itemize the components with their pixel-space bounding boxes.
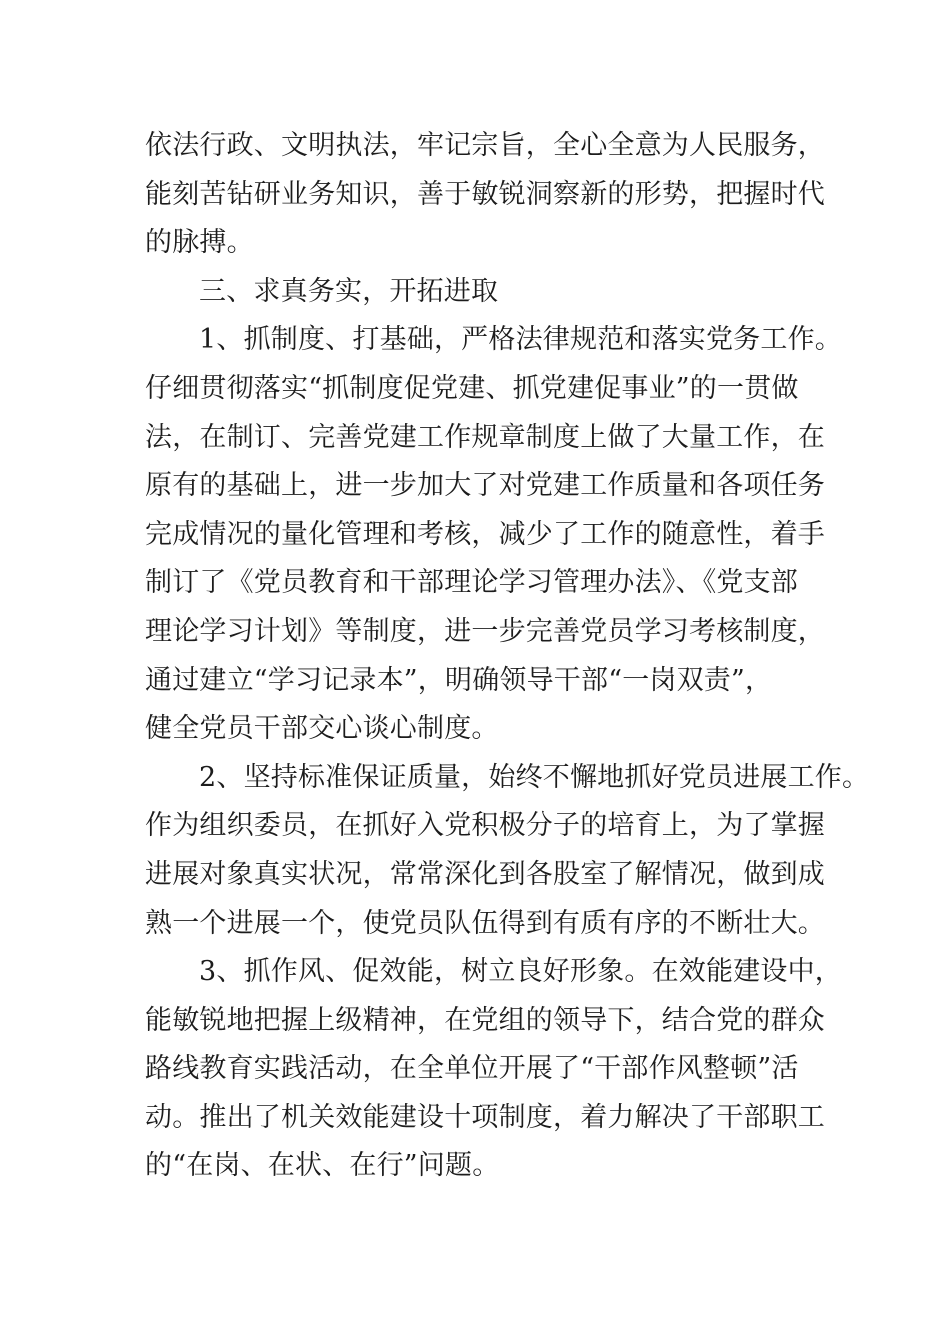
- text-line: 的脉搏。: [145, 227, 254, 259]
- text-line: 仔细贯彻落实“抓制度促党建、抓党建促事业”的一贯做: [145, 372, 799, 404]
- text-line: 理论学习计划》等制度，进一步完善党员学习考核制度，: [145, 615, 825, 647]
- text-line: 原有的基础上，进一步加大了对党建工作质量和各项任务: [145, 470, 825, 502]
- text-line: 的“在岗、在状、在行”问题。: [145, 1150, 500, 1182]
- text-line: 作为组织委员，在抓好入党积极分子的培育上，为了掌握: [145, 810, 825, 842]
- text-line: 依法行政、文明执法，牢记宗旨，全心全意为人民服务，: [145, 130, 825, 161]
- text-line: 制订了《党员教育和干部理论学习管理办法》、《党支部: [145, 567, 798, 599]
- text-line: 熟一个进展一个，使党员队伍得到有质有序的不断壮大。: [145, 907, 825, 939]
- text-line: 动。推出了机关效能建设十项制度，着力解决了干部职工: [145, 1101, 825, 1133]
- paragraph-first-line: 2、坚持标准保证质量，始终不懈地抓好党员进展工作。: [199, 761, 870, 793]
- text-line: 能刻苦钻研业务知识，善于敏锐洞察新的形势，把握时代: [145, 178, 825, 210]
- text-line: 通过建立“学习记录本”，明确领导干部“一岗双责”，: [145, 664, 773, 696]
- document-body: [145, 122, 870, 1191]
- text-line: 路线教育实践活动，在全单位开展了“干部作风整顿”活: [145, 1053, 799, 1085]
- text-line: 法，在制订、完善党建工作规章制度上做了大量工作，在: [145, 421, 825, 453]
- text-line: 健全党员干部交心谈心制度。: [145, 713, 499, 745]
- section-heading: 三、求真务实，开拓进取: [199, 275, 499, 307]
- paragraph-first-line: 3、抓作风、促效能，树立良好形象。在效能建设中，: [199, 956, 842, 988]
- text-line: 进展对象真实状况，常常深化到各股室了解情况，做到成: [145, 858, 825, 890]
- paragraph-first-line: 1、抓制度、打基础，严格法律规范和落实党务工作。: [199, 324, 842, 356]
- text-line: 能敏锐地把握上级精神，在党组的领导下，结合党的群众: [145, 1004, 825, 1036]
- text-line: 完成情况的量化管理和考核，减少了工作的随意性，着手: [145, 518, 825, 550]
